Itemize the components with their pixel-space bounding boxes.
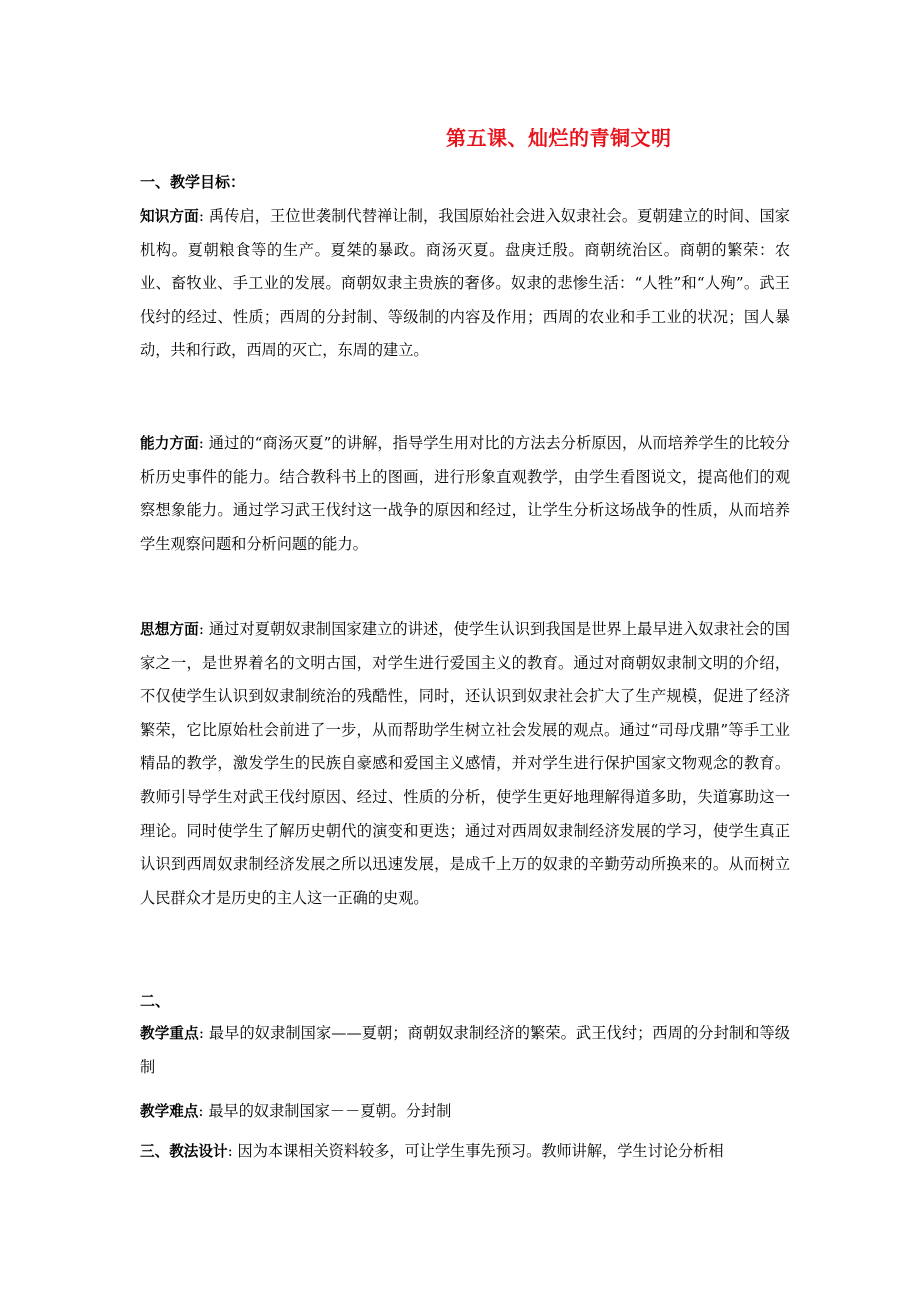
knowledge-label: 知识方面 — [140, 208, 199, 225]
difficulties-label: 教学难点 — [140, 1103, 199, 1120]
ability-text: : 通过的“商汤灭夏”的讲解，指导学生用对比的方法去分析原因，从而培养学生的比较分析历史事件的能力。结合教科书上的图画，进行形象直观教学，由学生看图说文，提高他们的观察想象能力。通过学习武王伐纣这一战争的原因和经过，让学生分析这场战争的性质，从而培养学生观察问题和分析问题的能力。 — [140, 434, 790, 553]
key-points-paragraph — [140, 1017, 790, 1084]
key-points-label: 教学重点 — [140, 1025, 199, 1042]
thought-label: 思想方面 — [140, 621, 199, 638]
section-heading-objectives: 一、教学目标： — [140, 173, 246, 191]
method-paragraph — [140, 1135, 790, 1169]
ability-label: 能力方面 — [140, 435, 199, 452]
thought-text: : 通过对夏朝奴隶制国家建立的讲述，使学生认识到我国是世界上最早进入奴隶社会的国家之一，是世界着名的文明古国，对学生进行爱国主义的教育。通过对商朝奴隶制文明的介绍，不仅使学生认识到奴隶制统治的残酷性，同时，还认识到奴隶社会扩大了生产规模，促进了经济繁荣，它比原始杜会前进了一步，从而帮助学生树立社会发展的观点。通过“司母戊鼎”等手工业精品的教学，激发学生的民族自豪感和爱国主义感情，并对学生进行保护国家文物观念的教育。教师引导学生对武王伐纣原因、经过、性质的分析，使学生更好地理解得道多助，失道寡助这一理论。同时使学生了解历史朝代的演变和更迭；通过对西周奴隶制经济发展的学习，使学生真正认识到西周奴隶制经济发展之所以迅速发展，是成千上万的奴隶的辛勤劳动所换来的。从而树立人民群众才是历史的主人这一正确的史观。 — [140, 620, 790, 907]
knowledge-paragraph — [140, 200, 790, 368]
ability-paragraph — [140, 427, 790, 561]
lesson-title: 第五课、灿烂的青铜文明 — [446, 126, 672, 150]
thought-paragraph — [140, 613, 790, 915]
section-heading-two: 二、 — [140, 992, 171, 1010]
document-page — [140, 0, 790, 1302]
method-label: 三、教法设计 — [140, 1143, 228, 1160]
method-text: : 因为本课相关资料较多，可让学生事先预习。教师讲解，学生讨论分析相 — [227, 1142, 724, 1160]
knowledge-text: : 禹传启，王位世袭制代替禅让制，我国原始社会进入奴隶社会。夏朝建立的时间、国家机构。夏朝粮食等的生产。夏桀的暴政。商汤灭夏。盘庚迁殷。商朝统治区。商朝的繁荣：农业、畜牧业、手工业的发展。商朝奴隶主贵族的奢侈。奴隶的悲惨生活：“人牲”和“人殉”。武王伐纣的经过、性质；西周的分封制、等级制的内容及作用；西周的农业和手工业的状况；国人暴动，共和行政，西周的灭亡，东周的建立。 — [140, 207, 790, 360]
difficulties-text: : 最早的奴隶制国家－－夏朝。分封制 — [198, 1102, 452, 1120]
key-points-text: : 最早的奴隶制国家——夏朝；商朝奴隶制经济的繁荣。武王伐纣；西周的分封制和等级制 — [140, 1024, 790, 1076]
difficulties-paragraph — [140, 1095, 790, 1129]
